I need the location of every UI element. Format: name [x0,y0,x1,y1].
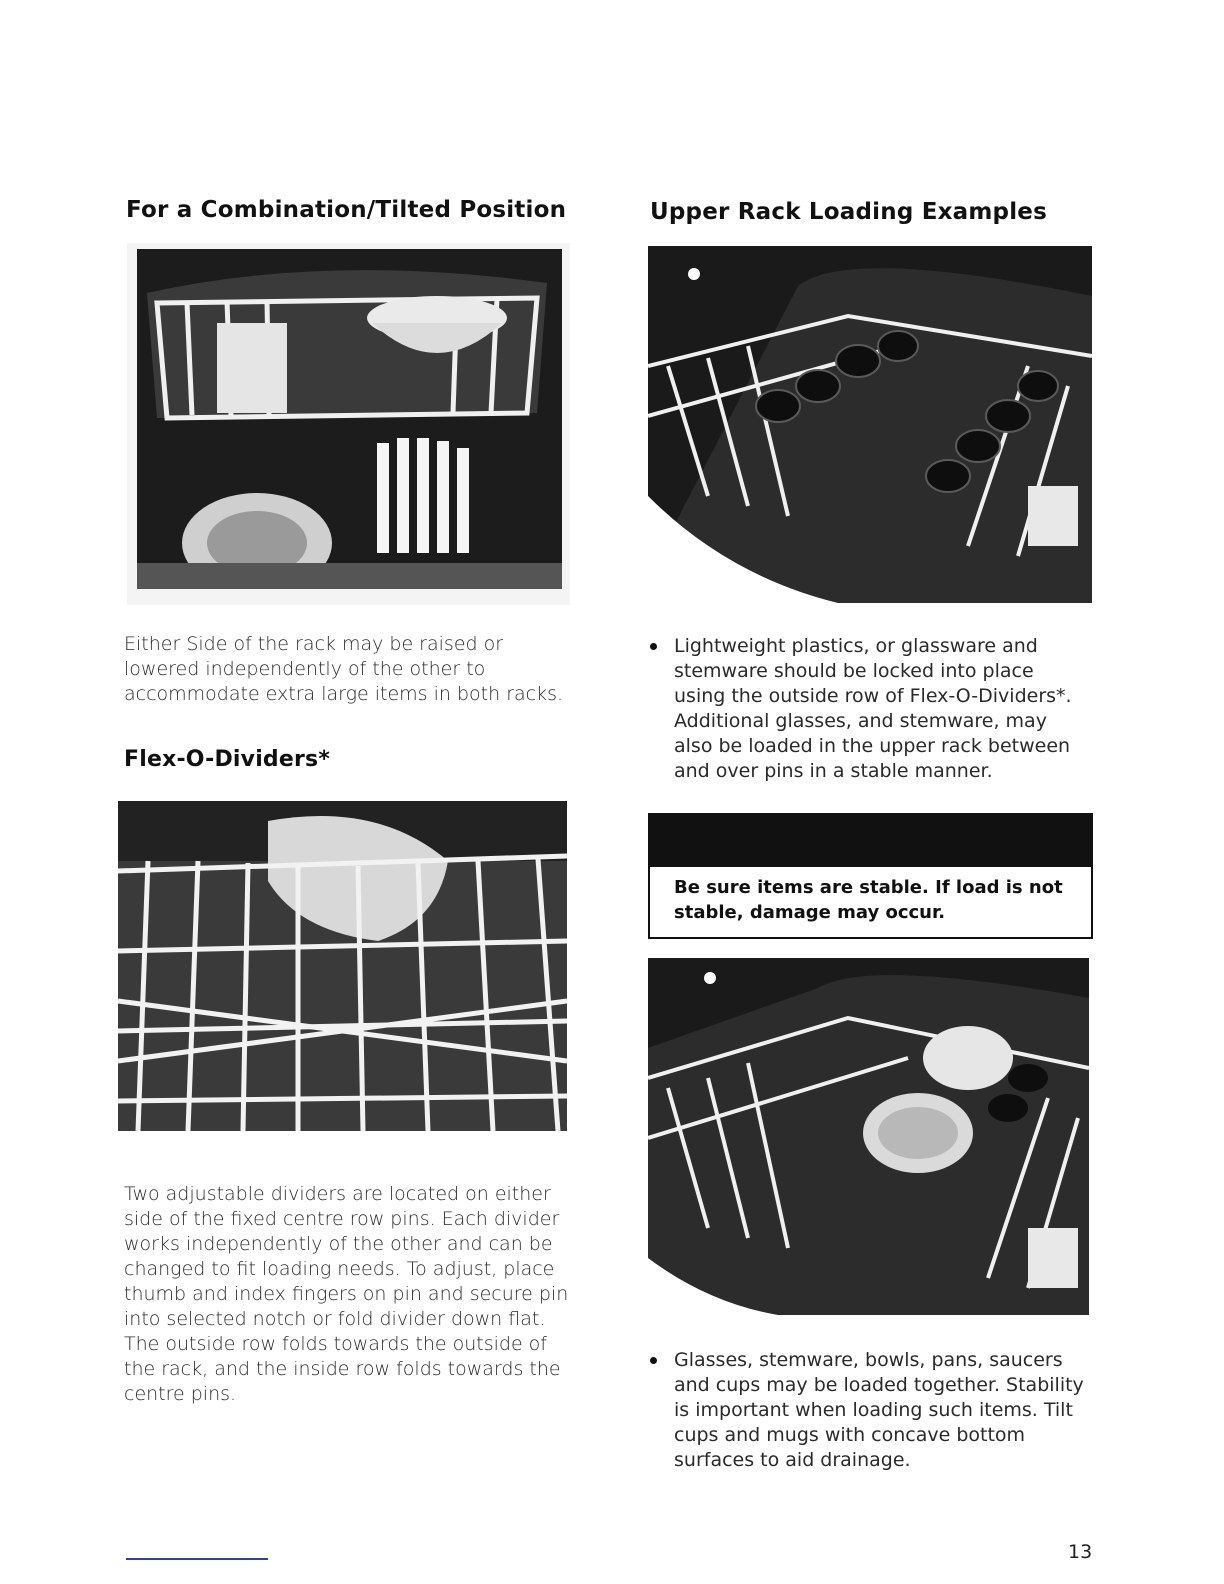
upper-rack-heading: Upper Rack Loading Examples [650,199,1047,225]
warning-text: Be sure items are stable. If load is not stable, damage may occur. [674,877,1063,923]
bullet-text: Glasses, stemware, bowls, pans, saucers and cups may be loaded together. Stability is important when loading such items. Tilt cups and mugs with concave bottom surfaces to aid drainage. [674,1349,1084,1471]
photo-upper-rack-glasses [648,246,1092,603]
bullet-dot-icon [650,643,657,650]
footer-rule [126,1558,268,1560]
photo-dishwasher-tilted-racks [127,243,570,605]
bullet-text: Lightweight plastics, or glassware and stemware should be locked into place using the outside row of Flex-O-Dividers*. Additional glasses, and stemware, may also be loaded in the upper rack between and over pins in a stable manner. [674,635,1072,782]
bullet-item-stability [650,1348,1090,1473]
page-number: 13 [1068,1541,1093,1563]
combination-description: Either Side of the rack may be raised or lowered independently of the other to accommodate extra large items in both racks. [124,633,564,705]
combination-heading: For a Combination/Tilted Position [126,197,567,223]
warning-bar [650,815,1091,867]
bullet-item-lightweight [650,634,1090,784]
flex-o-dividers-description: Two adjustable dividers are located on either side of the fixed centre row pins. Each divider works independently of the other and can be changed to fit loading needs. To adjust, place thumb and index fingers on pin and secure pin into selected notch or fold divider down flat. The outside row folds towards the outside of the rack, and the inside row folds towards the centre pins. [124,1183,569,1405]
photo-upper-rack-mixed-load [648,958,1089,1315]
warning-box [648,813,1093,939]
flex-o-dividers-heading: Flex-O-Dividers* [124,747,331,772]
photo-flex-o-dividers-hand [118,801,567,1148]
bullet-dot-icon [650,1357,657,1364]
